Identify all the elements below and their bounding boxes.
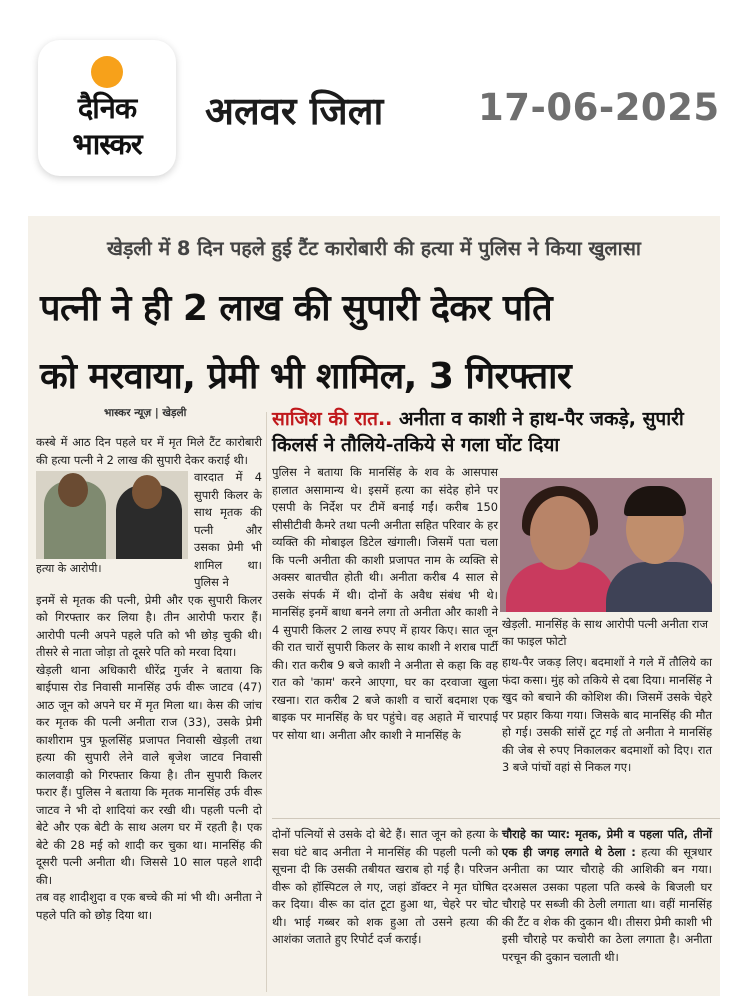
col1-paragraph-3: तब वह शादीशुदा व एक बच्चे की मां भी थी। अनीता ने पहले पति को छोड़ दिया था। (36, 890, 262, 922)
article-column-5 (502, 826, 712, 966)
col1-paragraph-2: खेड़ली थाना अधिकारी धीरेंद्र गुर्जर ने बताया कि बाईपास रोड निवासी मानसिंह उर्फ वीरू जाटव (47) आठ जून को अपने घर में मृत मिला था। केस की जांच कर मृतक की पत्नी अनीता राज (33), उसके प्रेमी काशीराम पुत्र फूलसिंह प्रजापत निवासी खेड़ली तथा हत्या की सुपारी लेने वाले बृजेश जाटव निवासी कालवाड़ी को गिरफ्तार किया है। तीन सुपारी किलर फरार हैं। पुलिस ने बताया कि मृतक मानसिंह उर्फ वीरू जाटव ने भी दो शादियां कर रखी थी। पहली पत्नी दो बेटे और एक बेटी के साथ अलग घर में रहती है। एक बेटे की 28 मई को शादी कर चुका था। मानसिंह की दूसरी पत्नी अनीता थी। जिससे 10 साल पहले शादी की। (36, 662, 262, 887)
sub-headline-red: साजिश की रात.. (272, 408, 393, 430)
article-column-4 (272, 826, 498, 949)
sub-headline (272, 406, 718, 458)
col3-text: हाथ-पैर जकड़ लिए। बदमाशों ने गले में तौलिये का फंदा कसा। मुंह को तकिये से दबा दिया। मानसिंह ने खुद को बचाने की कोशिश की। जिसमें उसके चेहरे पर प्रहार किया गया। जिसके बाद मानसिंह की मौत हो गई। उसकी सांसें टूट गई तो अनीता ने मानसिंह की जेब से रुपए निकालकर बदमाशों को दिए। रात 3 बजे पांचों वहां से निकल गए। (502, 655, 712, 774)
couple-photo-caption: खेड़ली. मानसिंह के साथ आरोपी पत्नी अनीता राज का फाइल फोटो (502, 617, 708, 648)
accused-photo-caption: हत्या के आरोपी। (36, 562, 102, 575)
article-kicker: खेड़ली में 8 दिन पहले हुई टैंट कारोबारी की हत्या में पुलिस ने किया खुलासा (107, 237, 641, 260)
col1-beside-photo: वारदात में 4 सुपारी किलर के साथ मृतक की पत्नी और उसका प्रेमी भी शामिल था। पुलिस ने (194, 470, 262, 589)
article-column-3 (502, 654, 712, 777)
woman-face (530, 496, 590, 570)
byline: भास्कर न्यूज़ | खेड़ली (104, 407, 187, 419)
col5-text (502, 826, 712, 966)
accused-head-1 (58, 473, 88, 507)
logo-text-line1: दैनिक (77, 91, 137, 125)
col2-text: पुलिस ने बताया कि मानसिंह के शव के आसपास हालात असामान्य थे। इसमें हत्या का संदेह होने पर एसपी के निर्देश पर टीमें बनाई गईं। करीब 150 सीसीटीवी कैमरे तथा पत्नी अनीता सहित परिवार के हर व्यक्ति की मोबाइल डिटेल खंगाली। जिसमें पता चला कि पत्नी अनीता की काशी प्रजापत नाम के व्यक्ति से अक्सर बातचीत होती थी। अनीता करीब 4 साल से उसके संपर्क में थी। दोनों के अवैध संबंध भी थे। मानसिंह इनमें बाधा बनने लगा तो अनीता और काशी ने 4 सुपारी किलर 2 लाख रुपए में हायर किए। सात जून की रात चारों सुपारी किलर के साथ काशी ने शराब पार्टी की। रात करीब 9 बजे काशी ने अनीता से कहा कि वह रात को 'काम' करने आएगा, घर का दरवाजा खुला रखना। रात करीब 2 बजे काशी व चारों बदमाश एक बाइक पर मानसिंह के घर पहुंचे। वह अहाते में चारपाई पर सोया था। अनीता और काशी ने मानसिंह के (272, 465, 498, 742)
app-header (0, 0, 737, 200)
accused-photo-block (36, 471, 188, 577)
accused-photo (36, 471, 188, 559)
headline-line2: को मरवाया, प्रेमी भी शामिल, 3 गिरफ्तार (40, 356, 572, 397)
couple-photo (500, 478, 712, 612)
column-divider (266, 412, 267, 992)
man-body (606, 562, 712, 612)
article-column-2 (272, 464, 498, 744)
logo-sun-icon (91, 56, 123, 88)
col5-body: हत्या की सूत्रधार अनीता का प्यार चौराहे की आशिकी बन गया। दरअसल उसका पहला पति कस्बे के बिजली घर चौराहे पर सब्जी की ठेली लगाता था। वहीं मानसिंह की टैंट व शेक की दुकान थी। तीसरा प्रेमी काशी भी इसी चौराहे पर कचोरी का ठेला लगाता है। अनीता परचून की दुकान चलाती थी। (502, 844, 712, 964)
article-column-1 (36, 434, 262, 924)
section-divider (272, 818, 720, 819)
col1-paragraph-1: इनमें से मृतक की पत्नी, प्रेमी और एक सुपारी किलर को गिरफ्तार कर लिया है। तीन आरोपी फरार हैं। आरोपी पत्नी अपने पहले पति को भी छोड़ चुकी थी। तीसरे से नाता जोड़ा तो दूसरे पति को मरवा दिया। (36, 592, 262, 659)
dainik-bhaskar-logo[interactable] (38, 40, 176, 176)
col5-lead: चौराहे का प्यार: मृतक, प्रेमी व पहला पति, तीनों एक ही जगह लगाते थे ठेला : (502, 827, 712, 859)
newspaper-clipping (28, 216, 720, 996)
col4-text: दोनों पत्नियों से उसके दो बेटे हैं। सात जून को हत्या के सवा घंटे बाद अनीता ने मानसिंह की पहली पत्नी को सूचना दी कि उसकी तबीयत खराब हो गई है। परिजन वीरू को हॉस्पिटल ले गए, जहां डॉक्टर ने मृत घोषित कर दिया। वीरू का दांत टूटा हुआ था, चेहरे पर चोट थी। भाई गब्बर को शक हुआ तो उसने हत्या की आशंका जताते हुए रिपोर्ट दर्ज कराई। (272, 827, 498, 946)
col1-intro: कस्बे में आठ दिन पहले घर में मृत मिले टैंट कारोबारी की हत्या पत्नी ने 2 लाख की सुपारी देकर कराई थी। (36, 435, 262, 467)
accused-head-2 (132, 475, 162, 509)
headline-line1: पत्नी ने ही 2 लाख की सुपारी देकर पति (40, 288, 553, 329)
edition-date: 17-06-2025 (478, 86, 720, 129)
district-title: अलवर जिला (205, 89, 384, 133)
man-hair (624, 486, 686, 516)
logo-text-line2: भास्कर (72, 127, 142, 161)
sub-headline-rest: अनीता व काशी ने हाथ-पैर जकड़े, सुपारी किलर्स ने तौलिये-तकिये से गला घोंट दिया (272, 408, 684, 456)
